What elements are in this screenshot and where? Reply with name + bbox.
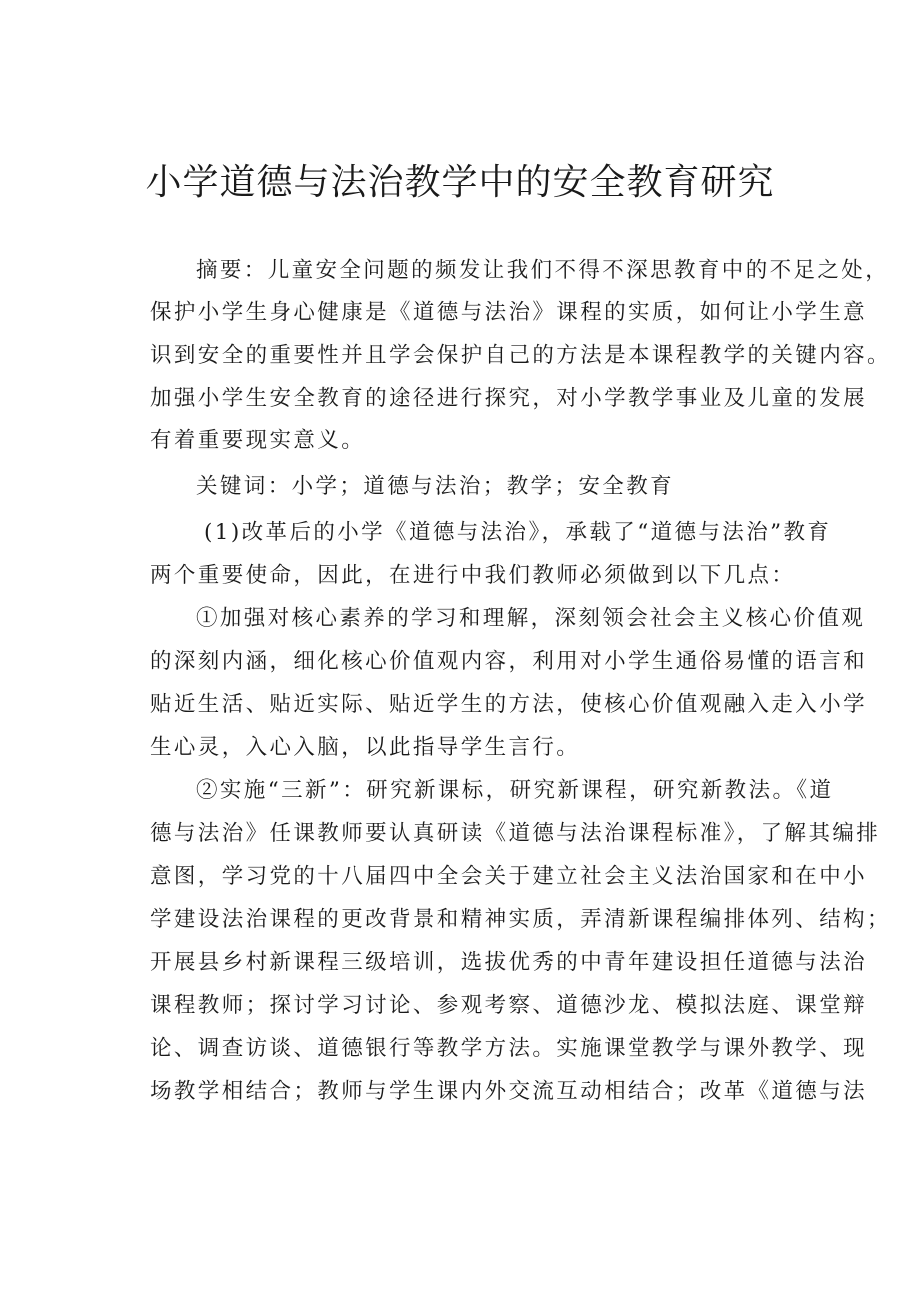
point-line: 意图，学习党的十八届四中全会关于建立社会主义法治国家和在中小	[150, 864, 868, 889]
abstract-line: 加强小学生安全教育的途径进行探究，对小学教学事业及儿童的发展	[150, 386, 868, 411]
point-line: 德与法治》任课教师要认真研读《道德与法治课程标准》，了解其编排	[150, 821, 881, 846]
document-title: 小学道德与法治教学中的安全教育研究	[145, 162, 775, 203]
point-line: ①加强对核心素养的学习和理解，深刻领会社会主义核心价值观	[196, 606, 866, 631]
abstract-line: 摘要：儿童安全问题的频发让我们不得不深思教育中的不足之处，	[196, 258, 890, 283]
point-line: 贴近生活、贴近实际、贴近学生的方法，使核心价值观融入走入小学	[150, 692, 868, 717]
point-line: 学建设法治课程的更改背景和精神实质，弄清新课程编排体列、结构；	[150, 907, 891, 932]
abstract-line: 有着重要现实意义。	[150, 428, 366, 453]
abstract-line: 保护小学生身心健康是《道德与法治》课程的实质，如何让小学生意	[150, 300, 868, 325]
abstract-line: 识到安全的重要性并且学会保护自己的方法是本课程教学的关键内容。	[150, 343, 891, 368]
point-line: 生心灵，入心入脑，以此指导学生言行。	[150, 735, 581, 760]
point-line: ②实施“三新”：研究新课标，研究新课程，研究新教法。《道	[196, 778, 834, 803]
point-line: 场教学相结合；教师与学生课内外交流互动相结合；改革《道德与法	[150, 1079, 868, 1104]
point-line: 的深刻内涵，细化核心价值观内容，利用对小学生通俗易懂的语言和	[150, 649, 868, 674]
point-line: 论、调查访谈、道德银行等教学方法。实施课堂教学与课外教学、现	[150, 1036, 868, 1061]
section-line: (1)改革后的小学《道德与法治》，承载了“道德与法治”教育	[204, 520, 832, 545]
point-line: 开展县乡村新课程三级培训，选拔优秀的中青年建设担任道德与法治	[150, 950, 868, 975]
point-line: 课程教师；探讨学习讨论、参观考察、道德沙龙、模拟法庭、课堂辩	[150, 993, 868, 1018]
keywords-line: 关键词：小学；道德与法治；教学；安全教育	[196, 474, 675, 499]
section-line: 两个重要使命，因此，在进行中我们教师必须做到以下几点：	[150, 563, 796, 588]
